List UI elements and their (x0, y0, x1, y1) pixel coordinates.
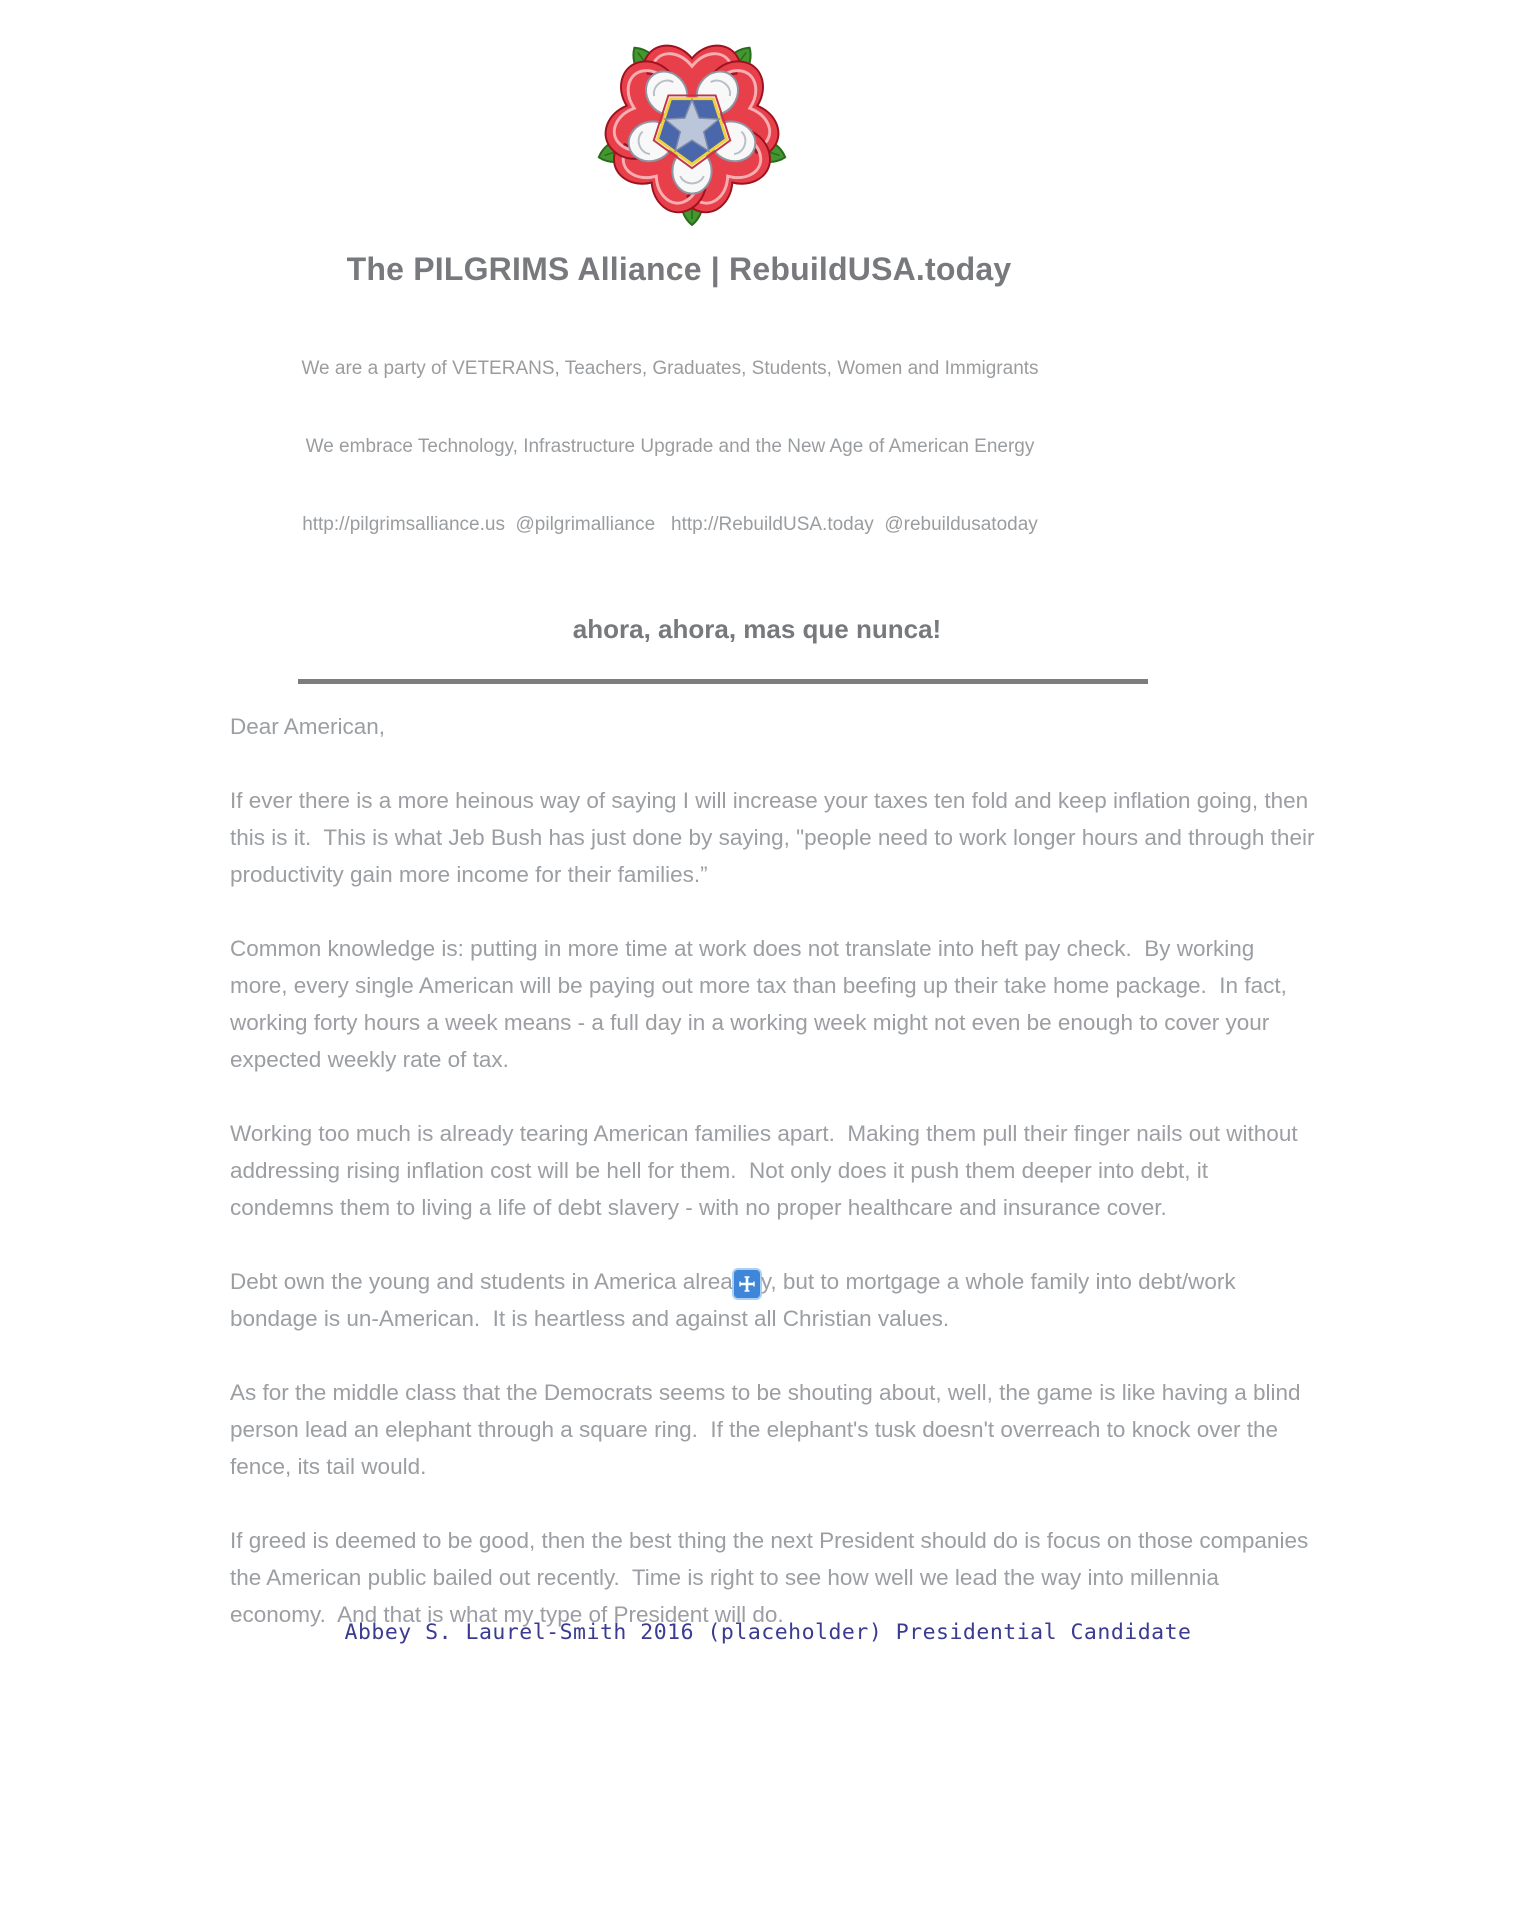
org-links-line: http://pilgrimsalliance.us @pilgrimalliance http://RebuildUSA.today @rebuildusatoday (302, 514, 1038, 535)
org-description-line: We are a party of VETERANS, Teachers, Graduates, Students, Women and Immigrants (301, 358, 1039, 379)
paragraph: As for the middle class that the Democrats seems to be shouting about, well, the game is like having a blind person lead an elephant through a square ring. If the elephant's tusk doesn't overreach to knock over the fence, its tail would. (230, 1380, 1307, 1479)
paragraph (230, 1263, 1315, 1337)
salutation: Dear American, (230, 714, 386, 739)
paragraph: If greed is deemed to be good, then the best thing the next President should do is focus on those companies the American public bailed out recently. Time is right to see how well we lead the way into millennia economy. And that is what my type of President will do. (230, 1528, 1315, 1627)
paragraph: If ever there is a more heinous way of saying I will increase your taxes ten fold and keep inflation going, then this is it. This is what Jeb Bush has just done by saying, "people need to work longer hours and through their productivity gain more income for their families.” (230, 788, 1321, 887)
letterhead (0, 0, 1536, 684)
org-description-line: We embrace Technology, Infrastructure Upgrade and the New Age of American Energy (305, 436, 1035, 457)
paragraph-text: Debt own the young and students in America alrea (230, 1269, 733, 1294)
paragraph: Common knowledge is: putting in more time at work does not translate into heft pay check. By working more, every single American will be paying out more tax than beefing up their take home package. In fact, working forty hours a week means - a full day in a working week might not even be enough to cover your expected weekly rate of tax. (230, 936, 1294, 1072)
letter-body (230, 708, 1321, 1633)
mouse-cursor-overlay-icon (734, 1270, 760, 1298)
tudor-rose-logo-icon (594, 28, 790, 226)
paragraph: Working too much is already tearing American families apart. Making them pull their finger nails out without addressing rising inflation cost will be hell for them. Not only does it push them deeper into debt, it condemns them to living a life of debt slavery - with no proper healthcare and insurance cover. (230, 1121, 1304, 1220)
org-title: The PILGRIMS Alliance | RebuildUSA.today (346, 251, 1012, 287)
paragraph-text: y, but to mortgage a whole family into debt/work bondage is un-American. It is heartless and against all Christian values. (230, 1269, 1242, 1331)
org-description (0, 304, 1340, 590)
logo-row (0, 0, 1384, 231)
signature-line: Abbey S. Laurel-Smith 2016 (placeholder) Presidential Candidate (344, 1620, 1192, 1645)
divider-rule (298, 679, 1148, 684)
tagline: ahora, ahora, mas que nunca! (572, 614, 942, 644)
